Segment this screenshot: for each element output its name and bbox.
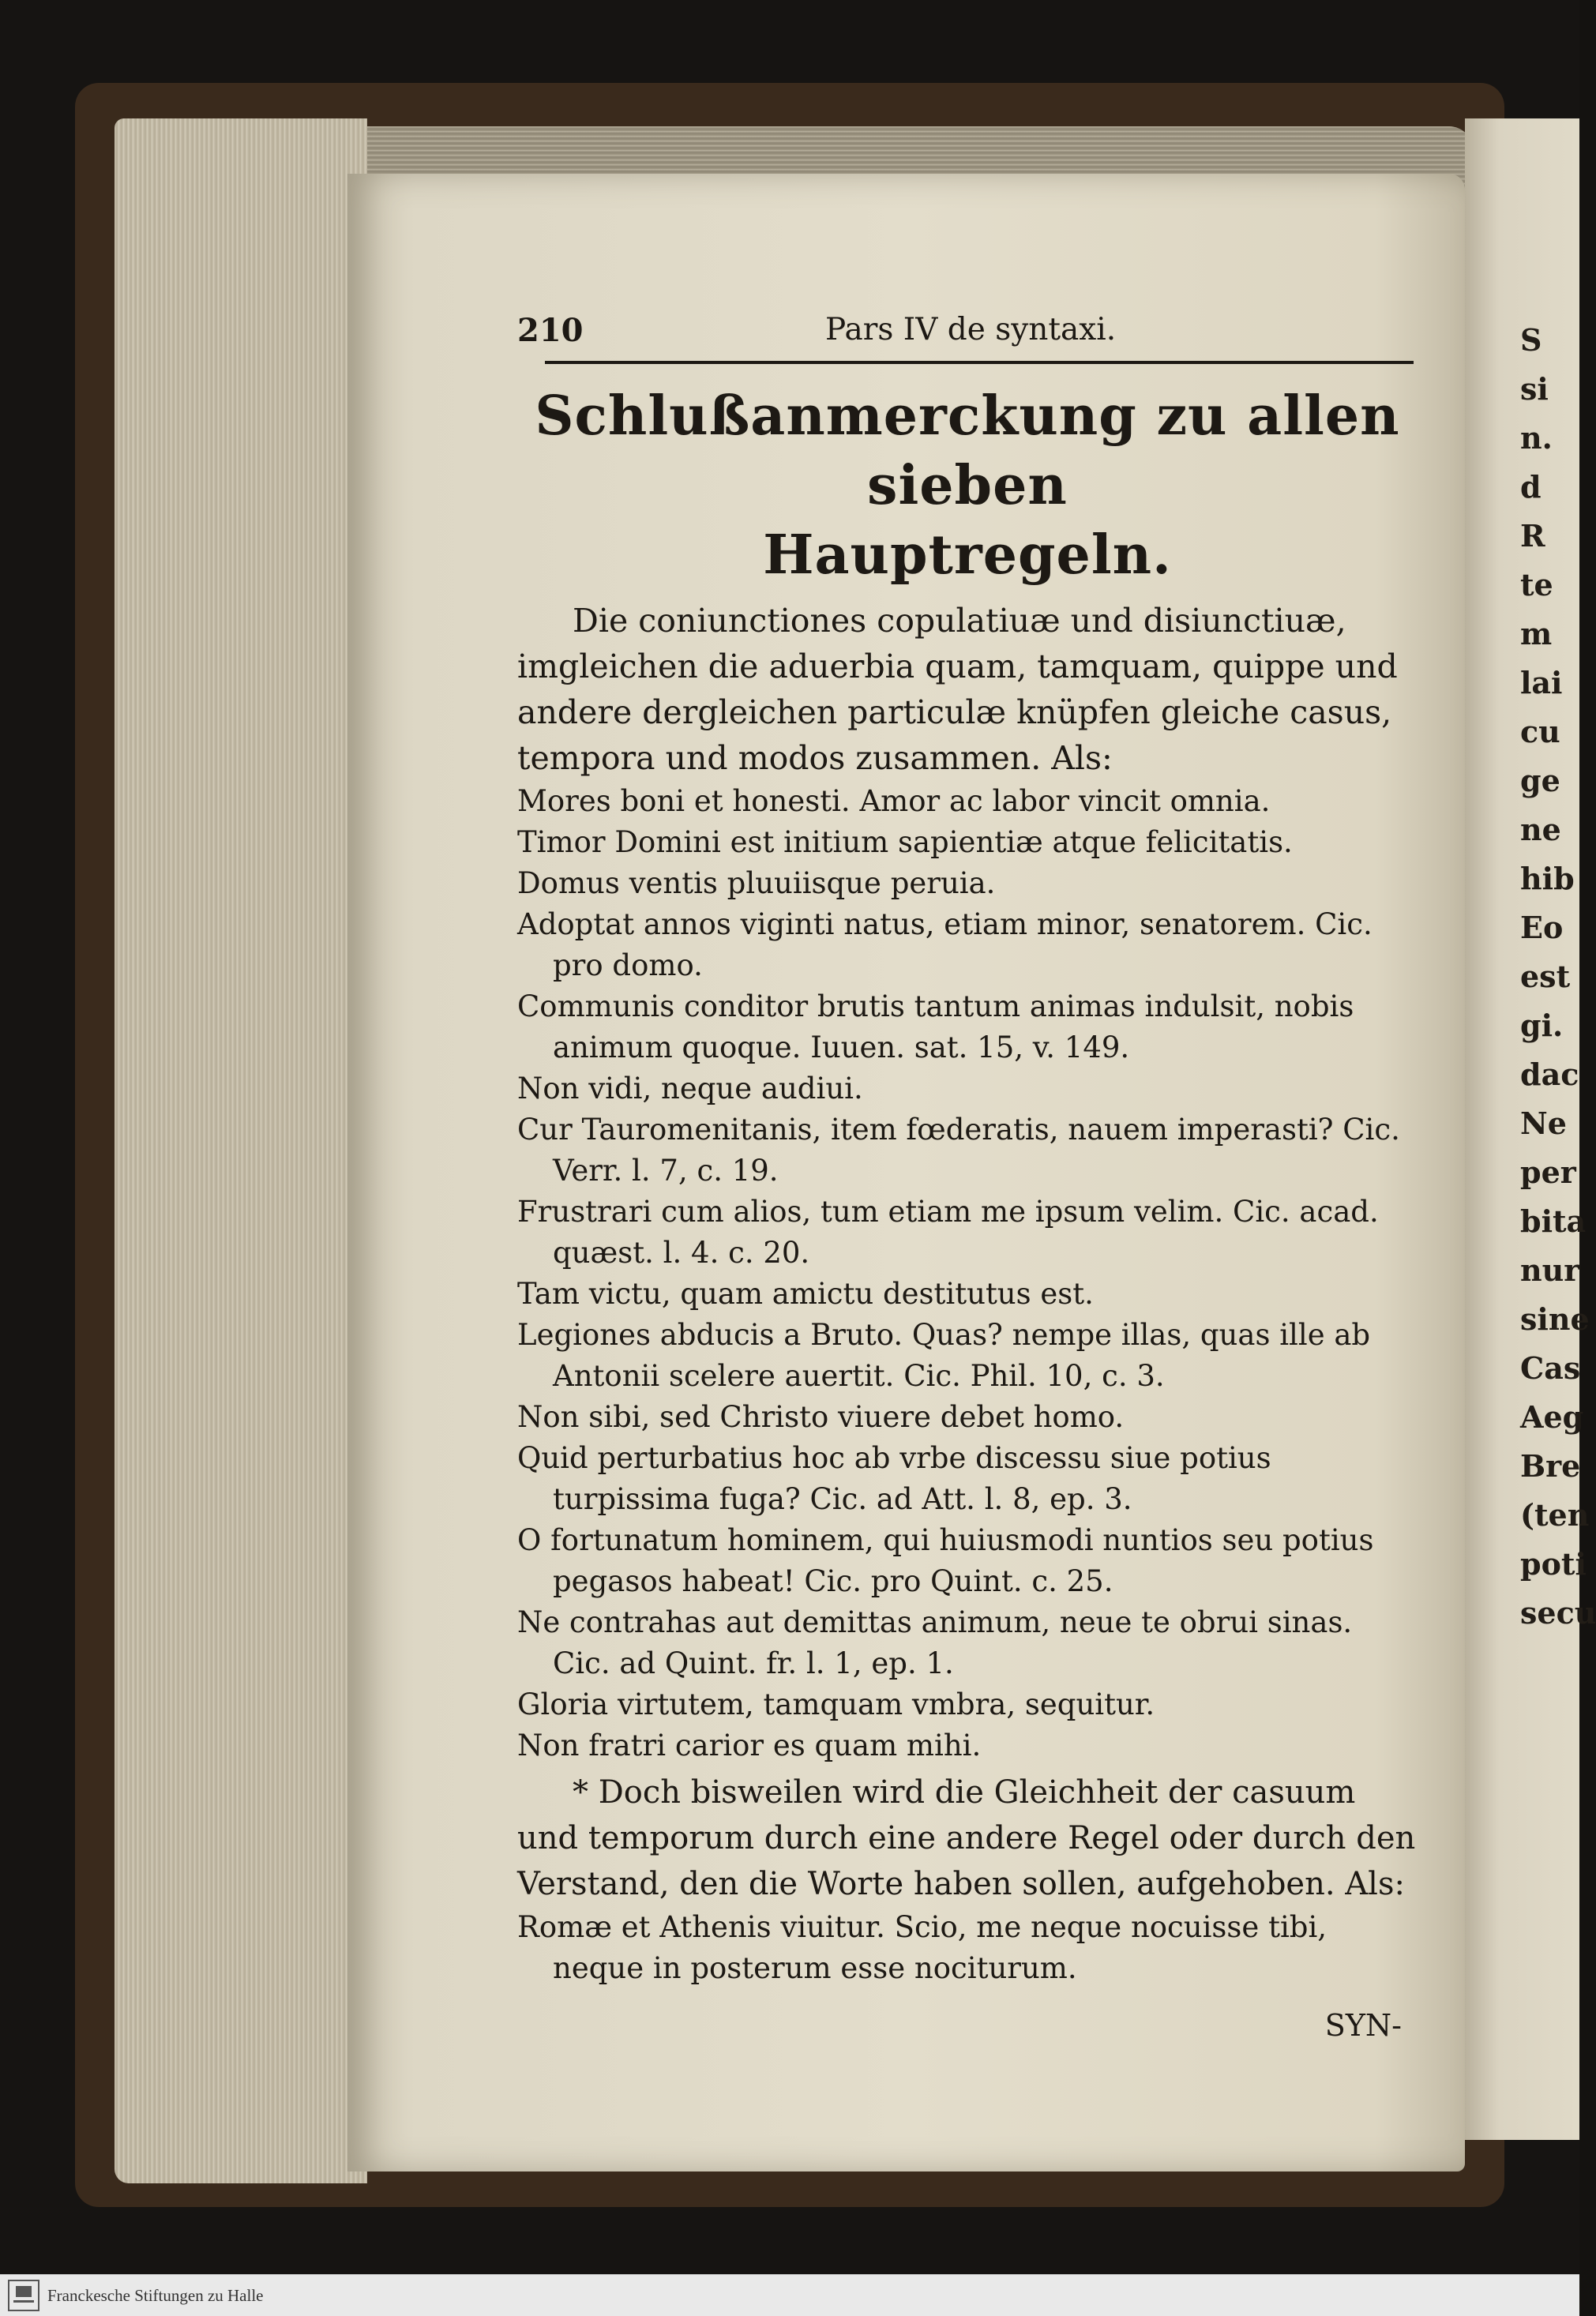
note-example: Romæ et Athenis viuitur. Scio, me neque nocuisse tibi, neque in posterum esse nociturum. <box>517 1910 1327 1985</box>
note-paragraph: * Doch bisweilen wird die Gleichheit der casuum und temporum durch eine andere Regel oder durch den Verstand, den die Worte haben sollen, aufgehoben. Als: <box>517 1774 1416 1902</box>
facing-page-fragment: Cas <box>1520 1350 1581 1386</box>
facing-page-fragment: (ten <box>1520 1497 1590 1533</box>
facing-page-fragment: sine <box>1520 1301 1590 1337</box>
facing-page-text <box>1520 316 1596 1638</box>
facing-page-fragment: cu <box>1520 714 1560 749</box>
example-line: Frustrari cum alios, tum etiam me ipsum velim. Cic. acad. quæst. l. 4. c. 20. <box>517 1195 1379 1270</box>
catchword: SYN- <box>1324 2008 1402 2043</box>
example-line: Ne contrahas aut demittas animum, neue te obrui sinas. Cic. ad Quint. fr. l. 1, ep. 1. <box>517 1605 1353 1680</box>
section-title <box>517 381 1418 590</box>
facing-page-fragment: nur <box>1520 1252 1580 1288</box>
facing-page-fragment: ge <box>1520 763 1560 798</box>
facing-page-fragment: d <box>1520 469 1542 505</box>
facing-page-fragment: Ne <box>1520 1105 1567 1141</box>
facing-page-fragment: bita <box>1520 1203 1587 1239</box>
facing-page-fragment: Bre <box>1520 1448 1581 1484</box>
institution-logo-icon <box>8 2280 39 2311</box>
facing-page-fragment: per <box>1520 1154 1576 1190</box>
title-line: Schlußanmerckung zu allen sieben <box>535 385 1400 517</box>
example-line: Non fratri carior es quam mihi. <box>517 1729 982 1762</box>
intro-paragraph: Die coniunctiones copulatiuæ und disiunctiuæ, imgleichen die aduerbia quam, tamquam, quippe und andere dergleichen particulæ knüpfen gleiche casus, tempora und modos zusammen. Als: <box>517 602 1398 777</box>
title-line: Hauptregeln. <box>763 524 1172 587</box>
page-side-edges <box>115 118 367 2183</box>
facing-page-fragment: gi. <box>1520 1008 1564 1043</box>
example-line: Gloria virtutem, tamquam vmbra, sequitur. <box>517 1687 1155 1721</box>
facing-page-fragment: poti <box>1520 1546 1587 1582</box>
example-line: Quid perturbatius hoc ab vrbe discessu siue potius turpissima fuga? Cic. ad Att. l. 8, ep. 3. <box>517 1441 1271 1516</box>
facing-page-fragment: dac <box>1520 1057 1579 1092</box>
facing-page-fragment: Aeg <box>1520 1399 1584 1435</box>
facing-page-fragment: n. <box>1520 420 1553 456</box>
facing-page-fragment: ne <box>1520 812 1561 847</box>
header-rule <box>545 361 1414 364</box>
example-line: Domus ventis pluuiisque peruia. <box>517 866 996 900</box>
example-line: Non sibi, sed Christo viuere debet homo. <box>517 1400 1125 1434</box>
facing-page-fragment: Eo <box>1520 910 1564 945</box>
example-line: Mores boni et honesti. Amor ac labor vincit omnia. <box>517 784 1271 818</box>
facing-page-fragment: m <box>1520 616 1553 651</box>
facing-page-fragment: hib <box>1520 861 1575 896</box>
facing-page-fragment: si <box>1520 371 1549 407</box>
running-head: Pars IV de syntaxi. <box>825 312 1117 347</box>
example-list <box>517 781 1418 1766</box>
example-line: Cur Tauromenitanis, item fœderatis, nauem imperasti? Cic. Verr. l. 7, c. 19. <box>517 1113 1400 1188</box>
institution-label: Franckesche Stiftungen zu Halle <box>47 2286 264 2305</box>
facing-page-fragment: lai <box>1520 665 1563 700</box>
example-line: O fortunatum hominem, qui huiusmodi nuntios seu potius pegasos habeat! Cic. pro Quint. c. 25. <box>517 1523 1374 1598</box>
example-line: Non vidi, neque audiui. <box>517 1072 863 1105</box>
example-line: Legiones abducis a Bruto. Quas? nempe illas, quas ille ab Antonii scelere auertit. Cic. Phil. 10, c. 3. <box>517 1318 1371 1393</box>
page-header <box>517 312 1418 359</box>
example-line: Communis conditor brutis tantum animas indulsit, nobis animum quoque. Iuuen. sat. 15, v. 149. <box>517 989 1354 1064</box>
page-content <box>517 312 1418 2043</box>
facing-page-fragment: est <box>1520 959 1571 994</box>
facing-page-fragment: te <box>1520 567 1553 602</box>
page-number: 210 <box>517 312 584 349</box>
example-line: Adoptat annos viginti natus, etiam minor, senatorem. Cic. pro domo. <box>517 907 1373 982</box>
example-line: Tam victu, quam amictu destitutus est. <box>517 1277 1094 1311</box>
facing-page-fragment: R <box>1520 518 1545 554</box>
facing-page-fragment: S <box>1520 322 1542 358</box>
footer-bar <box>0 2274 1579 2316</box>
example-line: Timor Domini est initium sapientiæ atque felicitatis. <box>517 825 1293 859</box>
facing-page-fragment: secu <box>1520 1595 1596 1631</box>
